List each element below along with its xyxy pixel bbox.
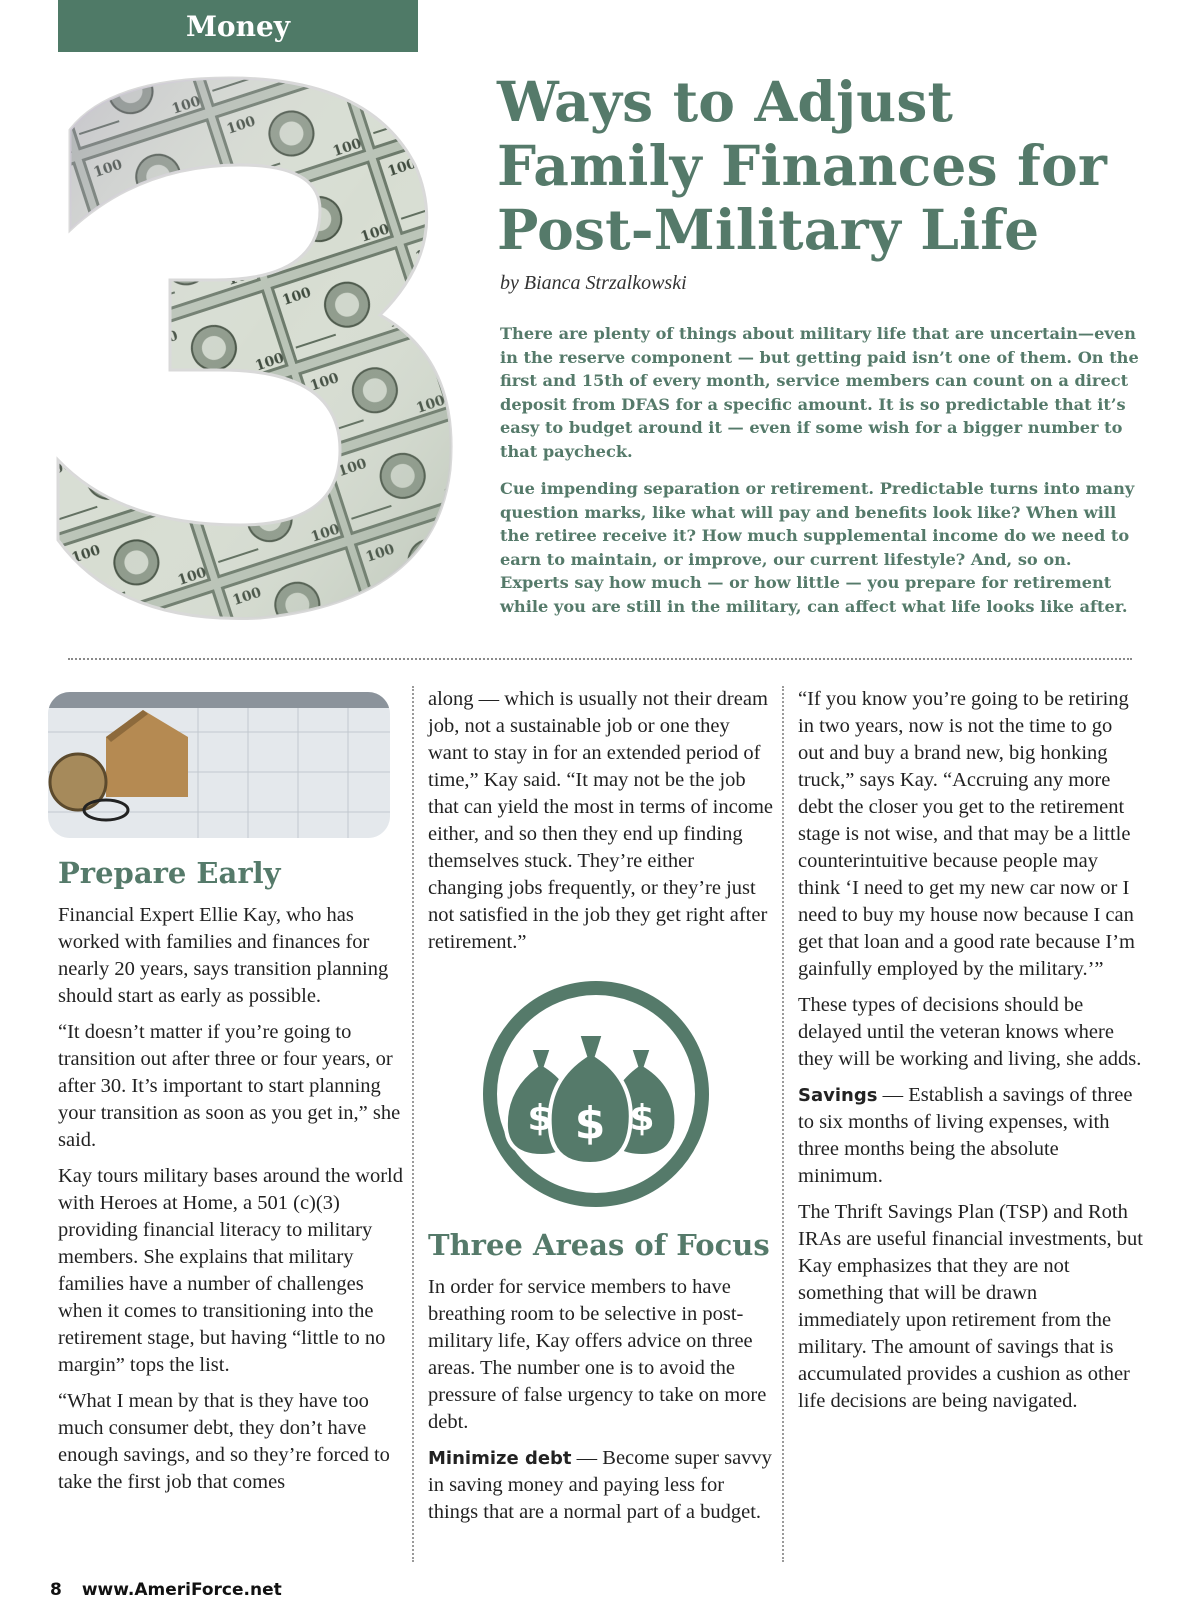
body-paragraph: “It doesn’t matter if you’re going to transition out after three or four years, or after 30. It’s important to start planning your transition as soon as you get in,” she said. (58, 1021, 401, 1151)
body-paragraph: “If you know you’re going to be retiring in two years, now is not the time to go out and buy a brand new, big honking truck,” says Kay. “Accruing any more debt the closer you get to the retirement stage is not wise, and that may be a little counterintuitive because people may think ‘I need to get my new car now or I need to buy my house now because I can get that loan and a good rate because I’m gainfully employed by the military.’” (798, 688, 1135, 980)
section-tab (58, 0, 418, 52)
column-divider (782, 686, 784, 1562)
column-1 (58, 902, 403, 1505)
dollar-sign-glyph: $ (574, 1098, 606, 1149)
article-title: Ways to Adjust Family Finances for Post-Military Life (497, 69, 1108, 262)
column-2 (428, 686, 773, 1535)
intro-lede (500, 322, 1140, 632)
heading-three-areas-of-focus: Three Areas of Focus (428, 1228, 770, 1262)
savings-text: — Establish a savings of three to six months of living expenses, with three months being the absolute minimum. (798, 1084, 1133, 1187)
money-bags-icon (480, 978, 712, 1210)
intro-paragraph: There are plenty of things about military life that are uncertain—even in the reserve component — but getting paid isn’t one of them. On the first and 15th of every month, service members can count on a direct deposit from DFAS for a specific amount. It is so predictable that it’s easy to budget around it — even if some wish for a bigger number to that paycheck. (500, 324, 1139, 461)
byline: by Bianca Strzalkowski (500, 272, 687, 294)
minimize-debt-label: Minimize debt (428, 1448, 572, 1469)
body-paragraph: Kay tours military bases around the world with Heroes at Home, a 501 (c)(3) providing financial literacy to military members. She explains that military families have a number of challenges when it comes to transitioning into the retirement stage, but having “little to no margin” tops the list. (58, 1165, 404, 1376)
section-label: Money (185, 9, 291, 43)
body-paragraph: These types of decisions should be delayed until the veteran knows where they will be working and living, she adds. (798, 994, 1142, 1070)
page-number: 8 (50, 1580, 62, 1600)
minimize-debt-paragraph (428, 1445, 773, 1526)
minimize-debt-text: — Become super savvy in saving money and paying less for things that are a normal part of a budget. (428, 1447, 772, 1523)
footer-url: www.AmeriForce.net (81, 1580, 282, 1600)
column-divider (412, 686, 414, 1562)
savings-paragraph (798, 1082, 1143, 1190)
body-paragraph: “What I mean by that is they have too much consumer debt, they don’t have enough savings, and so they’re forced to take the first job that comes (58, 1390, 390, 1493)
heading-prepare-early: Prepare Early (58, 856, 281, 890)
intro-paragraph: Cue impending separation or retirement. Predictable turns into many question marks, like what will pay and benefits look like? When will the retiree receive it? How much supplemental income do we need to earn to maintain, or improve, our current lifestyle? And, so on. Experts say how much — or how little — you prepare for retirement while you are still in the military, can affect what life looks like after. (500, 479, 1135, 616)
savings-label: Savings (798, 1085, 878, 1106)
page-footer (50, 1580, 282, 1600)
section-divider (68, 658, 1132, 660)
body-paragraph: Financial Expert Ellie Kay, who has worked with families and finances for nearly 20 years, says transition planning should start as early as possible. (58, 904, 389, 1007)
numeral-three-money-graphic (50, 70, 470, 630)
body-paragraph: The Thrift Savings Plan (TSP) and Roth IRAs are useful financial investments, but Kay emphasizes that they are not something that will be drawn immediately upon retirement from the military. The amount of savings that is accumulated provides a cushion as other life decisions are being navigated. (798, 1201, 1143, 1412)
body-paragraph: In order for service members to have breathing room to be selective in post-military life, Kay offers advice on three areas. The number one is to avoid the pressure of false urgency to take on more debt. (428, 1276, 767, 1433)
planner-house-keychain-photo (48, 692, 390, 838)
dollar-sign-glyph: $ (527, 1098, 553, 1139)
column-3 (798, 686, 1143, 1424)
body-paragraph: along — which is usually not their dream job, not a sustainable job or one they want to stay in for an extended period of time,” Kay said. “It may not be the job that can yield the most in terms of income either, and so then they end up finding themselves stuck. They’re either changing jobs frequently, or they’re just not satisfied in the job they get right after retirement.” (428, 688, 773, 953)
dollar-sign-glyph: $ (629, 1098, 655, 1139)
